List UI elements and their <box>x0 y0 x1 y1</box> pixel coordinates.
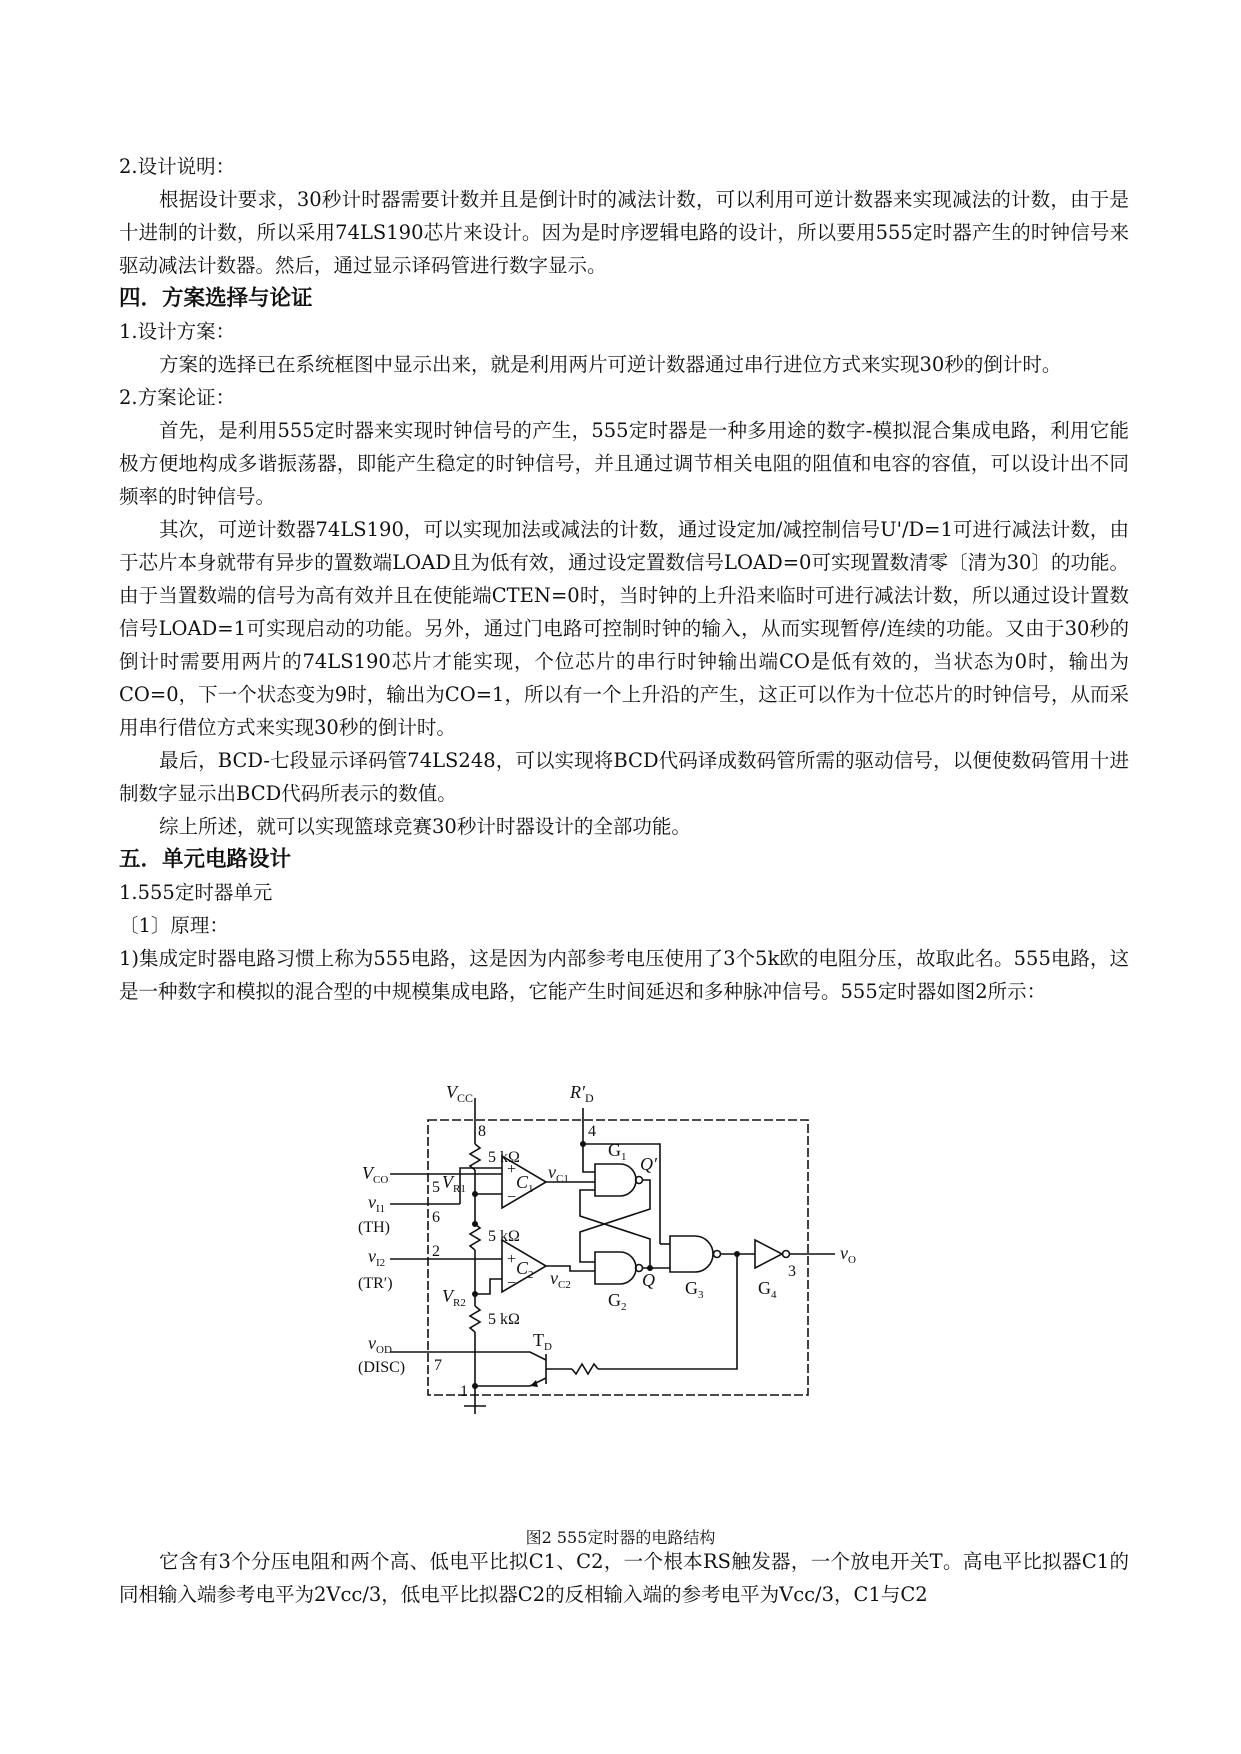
nand-g2 <box>595 1252 636 1284</box>
label-vr2: $V_{R2}$ <box>442 1286 466 1309</box>
label-c2-minus: − <box>507 1275 517 1292</box>
paragraph-scheme: 方案的选择已在系统框图中显示出来，就是利用两片可逆计数器通过串行进位方式来实现30秒的倒计时。 <box>159 353 1062 376</box>
document-body-continued <box>119 1545 1129 1611</box>
label-pin3: 3 <box>788 1263 796 1280</box>
label-pin1: 1 <box>460 1383 468 1400</box>
label-disc: (DISC) <box>358 1359 406 1376</box>
paragraph-second: 其次，可逆计数器74LS190，可以实现加法或减法的计数，通过设定加/减控制信号U'/D=1可进行减法计数，由于芯片本身就带有异步的置数端LOAD且为低有效，通过设定置数信号LOAD=0可实现置数清零〔清为30〕的功能。由于当置数端的信号为高有效并且在使能端CTEN=0时，当时钟的上升沿来临时可进行减法计数，所以通过设计置数信号LOAD=1可实现启动的功能。另外，通过门电路可控制时钟的输入，从而实现暂停/连续的功能。又由于30秒的倒计时需要用两片的74LS190芯片才能实现，个位芯片的串行时钟输出端CO是低有效的，当状态为0时，输出为CO=0，下一个状态变为9时，输出为CO=1，所以有一个上升沿的产生，这正可以作为十位芯片的时钟信号，从而采用串行借位方式来实现30秒的倒计时。 <box>119 518 1129 739</box>
label-pin7: 7 <box>434 1357 442 1374</box>
label-c1-minus: − <box>507 1189 517 1206</box>
paragraph-last: 最后，BCD-七段显示译码管74LS248，可以实现将BCD代码译成数码管所需的驱动信号，以便使数码管用十进制数字显示出BCD代码所表示的数值。 <box>119 749 1129 805</box>
label-g3: $G_3$ <box>685 1278 704 1301</box>
label-vi2: $v_{I2}$ <box>368 1246 386 1269</box>
label-vr1: $V_{R1}$ <box>442 1172 466 1195</box>
paragraph-first: 首先，是利用555定时器来实现时钟信号的产生，555定时器是一种多用途的数字-模拟混合集成电路，利用它能极方便地构成多谐振荡器，即能产生稳定的时钟信号，并且通过调节相关电阻的阻值和电容的容值，可以设计出不同频率的时钟信号。 <box>119 419 1129 508</box>
label-pin6: 6 <box>432 1209 440 1226</box>
label-vod: $v_{OD}$ <box>368 1333 392 1356</box>
label-res-bottom: 5 kΩ <box>488 1311 520 1328</box>
label-th: (TH) <box>358 1219 390 1236</box>
label-pin4: 4 <box>588 1123 596 1140</box>
label-vo: $v_O$ <box>840 1243 856 1266</box>
label-pin5: 5 <box>432 1179 440 1196</box>
label-pin8: 8 <box>478 1123 486 1140</box>
resistor-top <box>470 1144 480 1170</box>
label-g4: $G_4$ <box>758 1278 777 1301</box>
paragraph-design: 根据设计要求，30秒计时器需要计数并且是倒计时的减法计数，可以利用可逆计数器来实现减法的计数，由于是十进制的计数，所以采用74LS190芯片来设计。因为是时序逻辑电路的设计，所以要用555定时器产生的时钟信号来驱动减法计数器。然后，通过显示译码管进行数字显示。 <box>119 188 1129 277</box>
label-vc1: $v_{C1}$ <box>548 1162 569 1185</box>
label-res-top: 5 kΩ <box>488 1149 520 1166</box>
heading-unit-circuit: 五．单元电路设计 <box>119 847 292 872</box>
label-tr: (TR′) <box>358 1275 393 1292</box>
subsection-title-scheme: 1.设计方案： <box>119 320 236 343</box>
label-c1-plus: + <box>507 1161 517 1178</box>
label-pin2: 2 <box>432 1243 440 1260</box>
label-c1: $C_1$ <box>516 1172 534 1195</box>
document-body <box>119 150 1129 1008</box>
chip-boundary <box>428 1120 808 1395</box>
section-title-design-note: 2.设计说明： <box>119 155 236 178</box>
paragraph-summary: 综上所述，就可以实现篮球竞赛30秒计时器设计的全部功能。 <box>159 815 691 838</box>
label-rd: $R'_D$ <box>570 1084 594 1105</box>
nand-g1 <box>595 1164 636 1196</box>
resistor-bottom <box>470 1306 480 1332</box>
inverter-g4 <box>755 1240 782 1268</box>
label-q-prime: Q′ <box>640 1154 657 1174</box>
paragraph-after-figure: 它含有3个分压电阻和两个高、低电平比拟C1、C2，一个根本RS触发器，一个放电开关T。高电平比拟器C1的同相输入端参考电平为2Vcc/3，低电平比拟器C2的反相输入端的参考电平为Vcc/3，C1与C2 <box>119 1550 1129 1606</box>
label-vc2: $v_{C2}$ <box>550 1268 571 1291</box>
paragraph-555: 1)集成定时器电路习惯上称为555电路，这是因为内部参考电压使用了3个5k欧的电阻分压，故取此名。555电路，这是一种数字和模拟的混合型的中规模集成电路，它能产生时间延迟和多种脉冲信号。555定时器如图2所示： <box>119 947 1129 1003</box>
label-vi1: $v_{I1}$ <box>368 1192 386 1215</box>
label-g2: $G_2$ <box>608 1290 627 1313</box>
label-g1: $G_1$ <box>608 1140 627 1163</box>
subsection-title-argument: 2.方案论证： <box>119 386 236 409</box>
label-c2: $C_2$ <box>516 1258 534 1281</box>
label-q: Q <box>642 1270 655 1290</box>
label-vco: $V_{CO}$ <box>362 1163 389 1186</box>
figure-caption: 图2 555定时器的电路结构 <box>525 1528 716 1547</box>
circuit-svg <box>350 1084 910 1414</box>
unit-555-principle: 〔1〕原理： <box>119 914 229 937</box>
heading-scheme: 四．方案选择与论证 <box>119 286 313 311</box>
label-vcc: $V_{CC}$ <box>446 1084 474 1105</box>
label-td: $T_D$ <box>533 1330 552 1353</box>
label-c2-plus: + <box>507 1251 517 1268</box>
resistor-middle <box>470 1224 480 1250</box>
label-res-middle: 5 kΩ <box>488 1228 520 1245</box>
circuit-diagram-555 <box>350 1084 910 1414</box>
resistor-base <box>572 1364 598 1374</box>
unit-555-title: 1.555定时器单元 <box>119 881 273 904</box>
nand-g3 <box>670 1236 713 1272</box>
